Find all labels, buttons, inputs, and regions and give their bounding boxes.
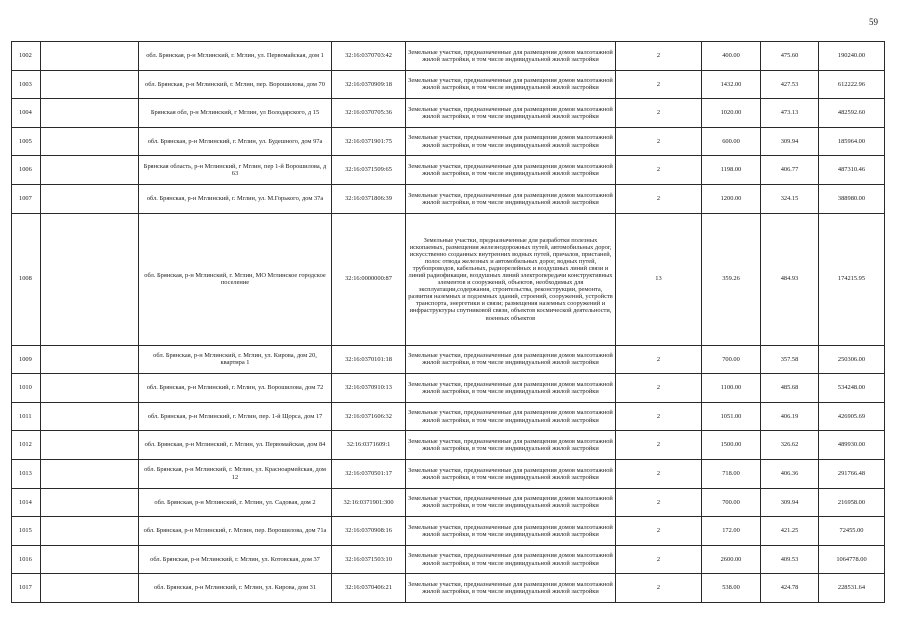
area-cell: 1100.00 xyxy=(702,374,761,403)
land-use-type-cell: Земельные участки, предназначенные для размещения домов малоэтажной жилой застройки, в том числе индивидуальной жилой застройки xyxy=(406,374,616,403)
row-number: 1011 xyxy=(12,402,41,431)
cadastral-value-cell: 228531.64 xyxy=(819,574,885,603)
specific-value-cell: 421.25 xyxy=(761,517,819,546)
row-number: 1007 xyxy=(12,184,41,213)
specific-value-cell: 406.19 xyxy=(761,402,819,431)
land-use-type-cell: Земельные участки, предназначенные для размещения домов малоэтажной жилой застройки, в том числе индивидуальной жилой застройки xyxy=(406,70,616,99)
row-number: 1009 xyxy=(12,345,41,374)
empty-cell xyxy=(41,402,139,431)
address-cell: обл. Брянская, р-н Мглинский, г. Мглин, ул. Ворошилова, дом 72 xyxy=(139,374,332,403)
cadastral-number-cell: 32:16:0371901:300 xyxy=(332,488,406,517)
address-cell: обл. Брянская, р-н Мглинский, г. Мглин, пер. Ворошилова, дом 71а xyxy=(139,517,332,546)
empty-cell xyxy=(41,99,139,128)
specific-value-cell: 326.62 xyxy=(761,431,819,460)
group-code-cell: 2 xyxy=(616,156,702,185)
table-row xyxy=(12,42,885,71)
empty-cell xyxy=(41,70,139,99)
specific-value-cell: 424.78 xyxy=(761,574,819,603)
land-use-type-cell: Земельные участки, предназначенные для размещения домов малоэтажной жилой застройки, в том числе индивидуальной жилой застройки xyxy=(406,402,616,431)
cadastral-number-cell: 32:16:0371609:1 xyxy=(332,431,406,460)
specific-value-cell: 427.53 xyxy=(761,70,819,99)
empty-cell xyxy=(41,42,139,71)
row-number: 1002 xyxy=(12,42,41,71)
row-number: 1005 xyxy=(12,127,41,156)
page-number: 59 xyxy=(869,17,878,27)
row-number: 1013 xyxy=(12,459,41,488)
group-code-cell: 2 xyxy=(616,70,702,99)
row-number: 1008 xyxy=(12,213,41,345)
land-use-type-cell: Земельные участки, предназначенные для размещения домов малоэтажной жилой застройки, в том числе индивидуальной жилой застройки xyxy=(406,42,616,71)
empty-cell xyxy=(41,213,139,345)
land-use-type-cell: Земельные участки, предназначенные для размещения домов малоэтажной жилой застройки, в том числе индивидуальной жилой застройки xyxy=(406,459,616,488)
address-cell: обл. Брянская, р-н Мглинский, г. Мглин, ул. Кирова, дом 20, квартира 1 xyxy=(139,345,332,374)
cadastral-value-cell: 388980.00 xyxy=(819,184,885,213)
cadastral-number-cell: 32:16:0371901:75 xyxy=(332,127,406,156)
cadastral-number-cell: 32:16:0370101:18 xyxy=(332,345,406,374)
group-code-cell: 2 xyxy=(616,42,702,71)
cadastral-number-cell: 32:16:0370909:18 xyxy=(332,70,406,99)
row-number: 1004 xyxy=(12,99,41,128)
cadastral-value-cell: 174215.95 xyxy=(819,213,885,345)
group-code-cell: 2 xyxy=(616,184,702,213)
cadastral-number-cell: 32:16:0370705:36 xyxy=(332,99,406,128)
address-cell: обл. Брянская, р-н Мглинский, г. Мглин, ул. Первомайская, дом 1 xyxy=(139,42,332,71)
area-cell: 400.00 xyxy=(702,42,761,71)
table-row xyxy=(12,574,885,603)
address-cell: Брянская область, р-н Мглинский, г Мглин, пер 1-й Ворошилова, д 63 xyxy=(139,156,332,185)
address-cell: обл. Брянская, р-н Мглинский, г. Мглин, МО Мглинское городское поселение xyxy=(139,213,332,345)
table-row xyxy=(12,184,885,213)
group-code-cell: 2 xyxy=(616,574,702,603)
row-number: 1010 xyxy=(12,374,41,403)
table-row xyxy=(12,156,885,185)
cadastral-number-cell: 32:16:0370406:21 xyxy=(332,574,406,603)
land-use-type-cell: Земельные участки, предназначенные для размещения домов малоэтажной жилой застройки, в том числе индивидуальной жилой застройки xyxy=(406,127,616,156)
specific-value-cell: 324.15 xyxy=(761,184,819,213)
cadastral-value-cell: 250306.00 xyxy=(819,345,885,374)
specific-value-cell: 485.68 xyxy=(761,374,819,403)
table-body xyxy=(12,42,885,603)
table-row xyxy=(12,402,885,431)
empty-cell xyxy=(41,345,139,374)
group-code-cell: 13 xyxy=(616,213,702,345)
row-number: 1015 xyxy=(12,517,41,546)
cadastral-number-cell: 32:16:0370703:42 xyxy=(332,42,406,71)
area-cell: 600.00 xyxy=(702,127,761,156)
empty-cell xyxy=(41,156,139,185)
cadastral-number-cell: 32:16:0371509:65 xyxy=(332,156,406,185)
empty-cell xyxy=(41,545,139,574)
address-cell: обл. Брянская, р-н Мглинский, г. Мглин, ул. Первомайская, дом 84 xyxy=(139,431,332,460)
land-use-type-cell: Земельные участки, предназначенные для разработки полезных ископаемых, размещения железнодорожных путей, автомобильных дорог, искусственно созданных внутренних водных путей, причалов, пристаней, полос отвода железных и автомобильных дорог, водных путей, трубопроводов, кабельных, радиорелейных и воздушных линий связи и линий радиофикации, воздушных линий электропередачи конструктивных элементов и сооружений, объектов, необходимых для эксплуатации,содержания, строительства, реконструкции, ремонта, развития наземных и подземных зданий, строений, сооружений, устройств транспорта, энергетики и связи; размещения наземных сооружений и инфраструктуры спутниковой связи, объектов космической деятельности, военных объектов xyxy=(406,213,616,345)
cadastral-value-cell: 534248.00 xyxy=(819,374,885,403)
area-cell: 700.00 xyxy=(702,345,761,374)
area-cell: 172.00 xyxy=(702,517,761,546)
area-cell: 359.26 xyxy=(702,213,761,345)
table-row xyxy=(12,545,885,574)
land-use-type-cell: Земельные участки, предназначенные для размещения домов малоэтажной жилой застройки, в том числе индивидуальной жилой застройки xyxy=(406,545,616,574)
row-number: 1014 xyxy=(12,488,41,517)
land-use-type-cell: Земельные участки, предназначенные для размещения домов малоэтажной жилой застройки, в том числе индивидуальной жилой застройки xyxy=(406,517,616,546)
table-row xyxy=(12,459,885,488)
cadastral-value-cell: 190240.00 xyxy=(819,42,885,71)
empty-cell xyxy=(41,127,139,156)
row-number: 1016 xyxy=(12,545,41,574)
cadastral-number-cell: 32:16:0370908:16 xyxy=(332,517,406,546)
cadastral-value-cell: 185964.00 xyxy=(819,127,885,156)
address-cell: обл. Брянская, р-н Мглинский, г. Мглин, ул. М.Горького, дом 37а xyxy=(139,184,332,213)
row-number: 1006 xyxy=(12,156,41,185)
area-cell: 1051.00 xyxy=(702,402,761,431)
area-cell: 1200.00 xyxy=(702,184,761,213)
group-code-cell: 2 xyxy=(616,127,702,156)
specific-value-cell: 473.13 xyxy=(761,99,819,128)
cadastral-number-cell: 32:16:0000000:87 xyxy=(332,213,406,345)
land-use-type-cell: Земельные участки, предназначенные для размещения домов малоэтажной жилой застройки, в том числе индивидуальной жилой застройки xyxy=(406,184,616,213)
group-code-cell: 2 xyxy=(616,517,702,546)
cadastral-value-cell: 489930.00 xyxy=(819,431,885,460)
land-use-type-cell: Земельные участки, предназначенные для размещения домов малоэтажной жилой застройки, в том числе индивидуальной жилой застройки xyxy=(406,431,616,460)
empty-cell xyxy=(41,184,139,213)
land-plot-table xyxy=(11,41,885,603)
table-row xyxy=(12,517,885,546)
cadastral-value-cell: 487310.46 xyxy=(819,156,885,185)
address-cell: обл. Брянская, р-н Мглинский, г. Мглин, ул. Будешного, дом 97а xyxy=(139,127,332,156)
address-cell: обл. Брянская, р-н Мглинский, г. Мглин, ул. Красноармейская, дом 12 xyxy=(139,459,332,488)
cadastral-value-cell: 1064778.00 xyxy=(819,545,885,574)
cadastral-number-cell: 32:16:0370910:13 xyxy=(332,374,406,403)
specific-value-cell: 357.58 xyxy=(761,345,819,374)
table-row xyxy=(12,431,885,460)
area-cell: 718.00 xyxy=(702,459,761,488)
table-row xyxy=(12,213,885,345)
specific-value-cell: 406.36 xyxy=(761,459,819,488)
group-code-cell: 2 xyxy=(616,99,702,128)
area-cell: 2600.00 xyxy=(702,545,761,574)
area-cell: 700.00 xyxy=(702,488,761,517)
address-cell: обл. Брянская, р-н Мглинский, г. Мглин, ул. Кирова, дом 31 xyxy=(139,574,332,603)
address-cell: обл. Брянская, р-н Мглинский, г. Мглин, ул. Котовская, дом 37 xyxy=(139,545,332,574)
group-code-cell: 2 xyxy=(616,345,702,374)
table-row xyxy=(12,99,885,128)
land-use-type-cell: Земельные участки, предназначенные для размещения домов малоэтажной жилой застройки, в том числе индивидуальной жилой застройки xyxy=(406,99,616,128)
table-row xyxy=(12,488,885,517)
row-number: 1017 xyxy=(12,574,41,603)
cadastral-number-cell: 32:16:0371806:39 xyxy=(332,184,406,213)
cadastral-value-cell: 72455.00 xyxy=(819,517,885,546)
group-code-cell: 2 xyxy=(616,402,702,431)
specific-value-cell: 309.94 xyxy=(761,127,819,156)
table-row xyxy=(12,127,885,156)
area-cell: 1500.00 xyxy=(702,431,761,460)
row-number: 1012 xyxy=(12,431,41,460)
group-code-cell: 2 xyxy=(616,545,702,574)
table-row xyxy=(12,70,885,99)
empty-cell xyxy=(41,459,139,488)
land-use-type-cell: Земельные участки, предназначенные для размещения домов малоэтажной жилой застройки, в том числе индивидуальной жилой застройки xyxy=(406,156,616,185)
empty-cell xyxy=(41,488,139,517)
empty-cell xyxy=(41,374,139,403)
address-cell: обл. Брянская, р-н Мглинский, г. Мглин, ул. Садовая, дом 2 xyxy=(139,488,332,517)
cadastral-number-cell: 32:16:0371606:32 xyxy=(332,402,406,431)
specific-value-cell: 406.77 xyxy=(761,156,819,185)
specific-value-cell: 309.94 xyxy=(761,488,819,517)
specific-value-cell: 409.53 xyxy=(761,545,819,574)
land-use-type-cell: Земельные участки, предназначенные для размещения домов малоэтажной жилой застройки, в том числе индивидуальной жилой застройки xyxy=(406,574,616,603)
cadastral-value-cell: 426905.69 xyxy=(819,402,885,431)
specific-value-cell: 475.60 xyxy=(761,42,819,71)
cadastral-value-cell: 612222.96 xyxy=(819,70,885,99)
cadastral-value-cell: 216958.00 xyxy=(819,488,885,517)
specific-value-cell: 484.93 xyxy=(761,213,819,345)
empty-cell xyxy=(41,517,139,546)
cadastral-value-cell: 482592.60 xyxy=(819,99,885,128)
land-use-type-cell: Земельные участки, предназначенные для размещения домов малоэтажной жилой застройки, в том числе индивидуальной жилой застройки xyxy=(406,488,616,517)
group-code-cell: 2 xyxy=(616,488,702,517)
area-cell: 1198.00 xyxy=(702,156,761,185)
empty-cell xyxy=(41,431,139,460)
cadastral-number-cell: 32:16:0370501:17 xyxy=(332,459,406,488)
empty-cell xyxy=(41,574,139,603)
address-cell: обл. Брянская, р-н Мглинский, г. Мглин, пер. 1-й Щорса, дом 17 xyxy=(139,402,332,431)
group-code-cell: 2 xyxy=(616,374,702,403)
area-cell: 1432.00 xyxy=(702,70,761,99)
area-cell: 538.00 xyxy=(702,574,761,603)
row-number: 1003 xyxy=(12,70,41,99)
address-cell: обл. Брянская, р-н Мглинский, г. Мглин, пер. Ворошилова, дом 70 xyxy=(139,70,332,99)
cadastral-value-cell: 291766.48 xyxy=(819,459,885,488)
group-code-cell: 2 xyxy=(616,431,702,460)
area-cell: 1020.00 xyxy=(702,99,761,128)
cadastral-number-cell: 32:16:0371503:10 xyxy=(332,545,406,574)
address-cell: Брянская обл, р-н Мглинский, г Мглин, ул Володарского, д 15 xyxy=(139,99,332,128)
table-row xyxy=(12,345,885,374)
land-use-type-cell: Земельные участки, предназначенные для размещения домов малоэтажной жилой застройки, в том числе индивидуальной жилой застройки xyxy=(406,345,616,374)
group-code-cell: 2 xyxy=(616,459,702,488)
table-row xyxy=(12,374,885,403)
